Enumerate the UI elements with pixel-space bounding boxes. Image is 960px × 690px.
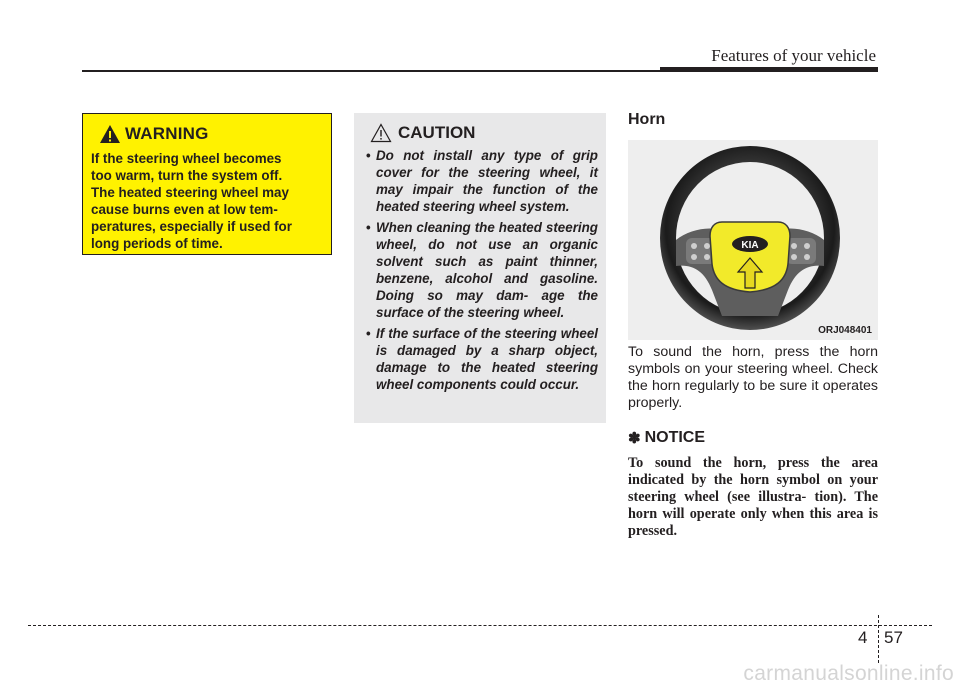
figure-code: ORJ048401 <box>818 325 872 336</box>
notice-body-text: To sound the horn, press the area indicated by the horn symbol on your steering wheel (see illustra- tion). The horn will operate only when this area is pressed. <box>628 455 878 539</box>
horn-heading: Horn <box>628 111 666 128</box>
warning-title: WARNING <box>125 124 209 143</box>
page-number: 57 <box>884 628 903 647</box>
left-button <box>704 243 710 249</box>
caution-triangle-icon <box>370 123 392 143</box>
caution-item-text: Do not install any type of grip cover for the steering wheel, it may impair the function of the heated steering wheel system. <box>376 148 598 214</box>
section-title: Features of your vehicle <box>711 46 876 65</box>
caution-list <box>362 147 598 393</box>
caution-item-text: When cleaning the heated steering wheel, do not use an organic solvent such as paint thinner, benzene, alcohol and gasoline. Doing so may dam- age the surface of the steering wheel. <box>376 220 598 320</box>
caution-item <box>362 219 598 321</box>
bullet-icon: • <box>366 220 371 235</box>
kia-logo-text: KIA <box>741 240 759 251</box>
warning-line: The heated steering wheel may <box>91 185 289 200</box>
warning-header <box>99 124 323 144</box>
caution-box <box>354 113 606 423</box>
chapter-number: 4 <box>858 628 868 647</box>
warning-line: If the steering wheel becomes <box>91 151 282 166</box>
watermark: carmanualsonline.info <box>743 662 954 685</box>
notice-star-icon: ✽ <box>628 430 641 447</box>
bullet-icon: • <box>366 148 371 163</box>
header-rule-accent <box>660 67 878 72</box>
left-button <box>691 243 697 249</box>
warning-box <box>82 113 332 255</box>
right-button <box>791 254 797 260</box>
left-button <box>704 254 710 260</box>
caution-header <box>370 123 598 143</box>
warning-text <box>91 150 323 252</box>
notice-header <box>628 429 705 447</box>
warning-triangle-icon <box>99 124 121 144</box>
warning-line: cause burns even at low tem- <box>91 202 278 217</box>
right-button <box>791 243 797 249</box>
caution-item-text: If the surface of the steering wheel is damaged by a sharp object, damage to the heated steering wheel components could occur. <box>376 326 598 392</box>
warning-line: long periods of time. <box>91 236 223 251</box>
right-button <box>804 243 810 249</box>
steering-wheel-illustration <box>628 140 878 340</box>
footer-rule <box>28 625 932 626</box>
right-button <box>804 254 810 260</box>
notice-title: NOTICE <box>644 429 706 446</box>
right-button-cluster <box>786 238 816 264</box>
caution-item <box>362 325 598 393</box>
horn-body-text: To sound the horn, press the horn symbols on your steering wheel. Check the horn regularly to be sure it operates properly. <box>628 344 878 411</box>
caution-item <box>362 147 598 215</box>
steering-wheel-figure <box>628 140 878 340</box>
footer-divider <box>878 615 879 663</box>
caution-title: CAUTION <box>398 123 476 142</box>
warning-line: peratures, especially if used for <box>91 219 292 234</box>
left-button <box>691 254 697 260</box>
bullet-icon: • <box>366 326 371 341</box>
warning-line: too warm, turn the system off. <box>91 168 283 183</box>
